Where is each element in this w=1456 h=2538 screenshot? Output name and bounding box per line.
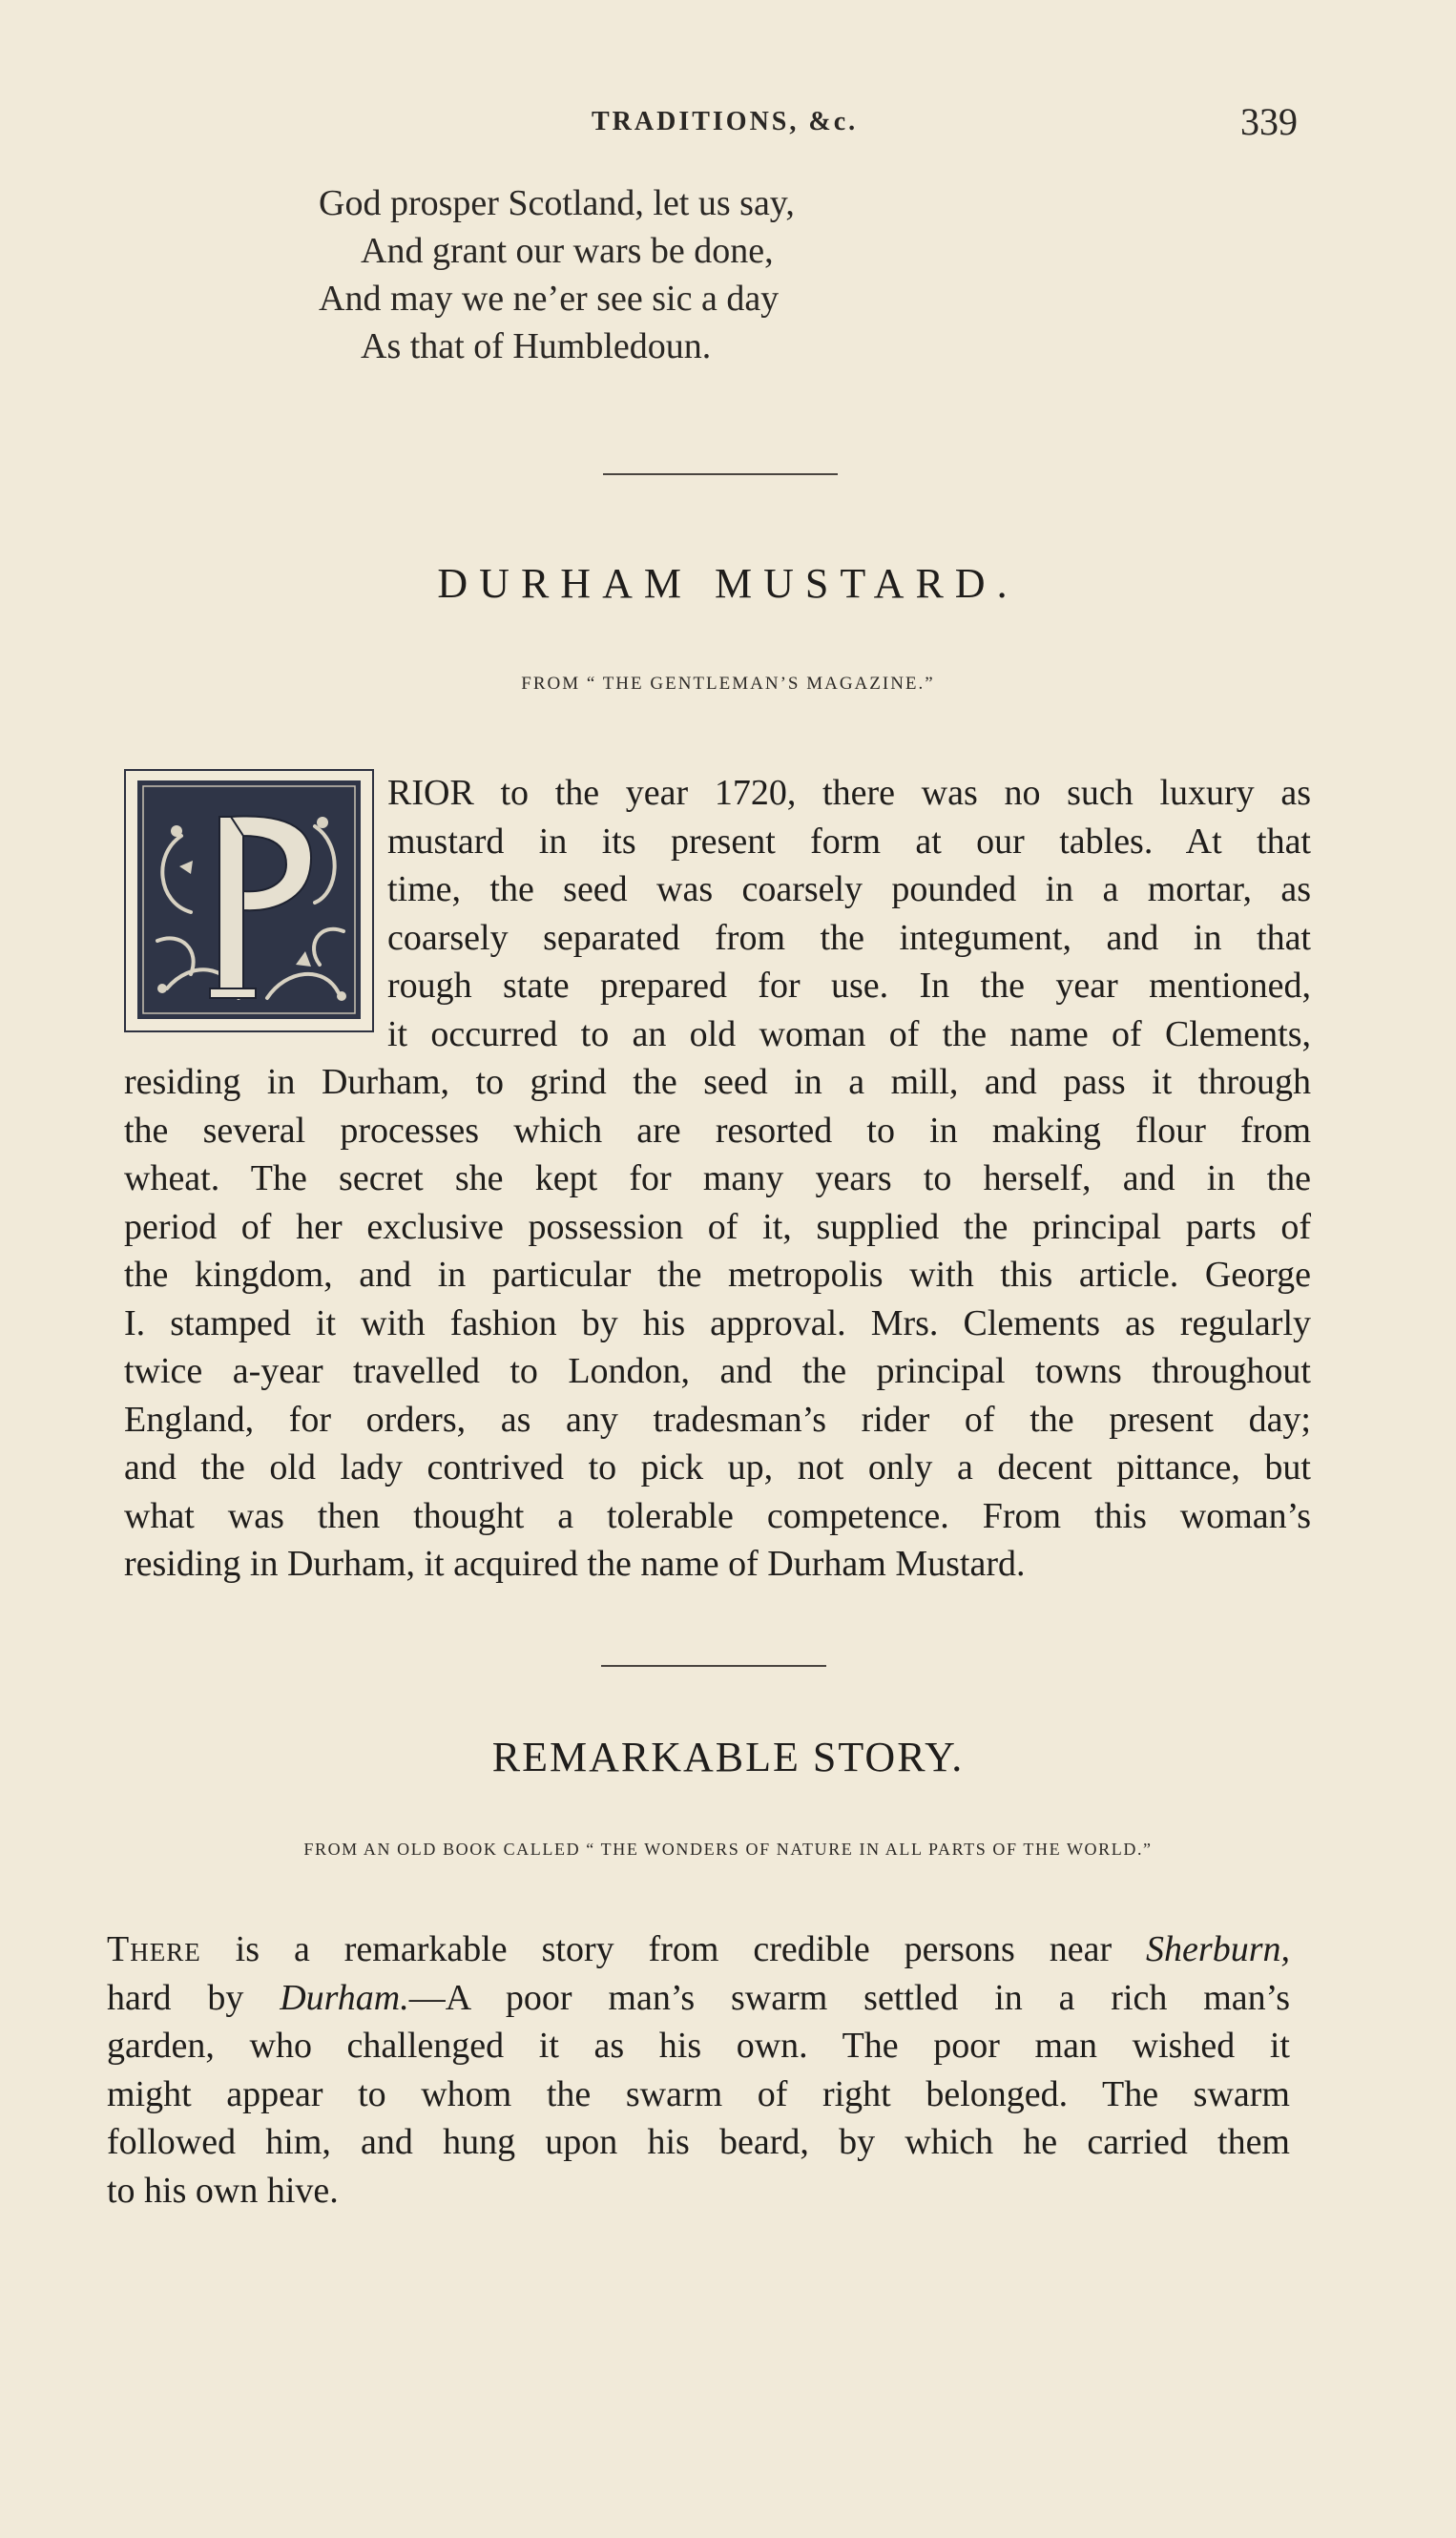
section-source: FROM “ THE GENTLEMAN’S MAGAZINE.”	[521, 674, 935, 694]
section-source: FROM AN OLD BOOK CALLED “ THE WONDERS OF NATURE IN ALL PARTS OF THE WORLD.”	[303, 1840, 1153, 1859]
verse-line: God prosper Scotland, let us say,	[319, 183, 795, 223]
verse-line: And may we ne’er see sic a day	[319, 279, 780, 319]
text-line	[107, 1925, 1290, 1974]
running-head	[0, 100, 1456, 155]
text-line: and the old lady contrived to pick up, not only a decent pittance, but	[124, 1447, 1311, 1487]
text-line: mustard in its present form at our tables. At that	[387, 821, 1311, 862]
place-name: Sherburn,	[1146, 1929, 1290, 1969]
text-line: might appear to whom the swarm of right belonged. The swarm	[107, 2073, 1290, 2114]
section-divider	[603, 473, 838, 475]
text-line: to his own hive.	[107, 2170, 339, 2211]
text-line: coarsely separated from the integument, and in that	[387, 917, 1311, 958]
text-line: followed him, and hung upon his beard, by which he carried them	[107, 2122, 1290, 2162]
verse-line: As that of Humbledoun.	[361, 326, 712, 366]
text-line: garden, who challenged it as his own. The poor man wished it	[107, 2026, 1290, 2066]
paragraph-remarkable-story	[107, 1925, 1290, 2215]
lead-word: There	[107, 1929, 201, 1969]
paragraph-indented	[387, 769, 1311, 1058]
section-title-remarkable-story: REMARKABLE STORY.	[491, 1734, 965, 1780]
text-line	[107, 1974, 1290, 2023]
text-line: England, for orders, as any tradesman’s rider of the present day;	[124, 1399, 1311, 1440]
section-divider	[601, 1665, 826, 1667]
text-run: is a remarkable story from credible persons near	[200, 1929, 1147, 1969]
section-title-durham-mustard: DURHAM MUSTARD.	[437, 560, 1019, 607]
ornamental-initial-p-icon	[124, 769, 374, 1032]
text-line: RIOR to the year 1720, there was no such luxury as	[387, 773, 1311, 813]
text-line: residing in Durham, to grind the seed in a mill, and pass it through	[124, 1062, 1311, 1102]
text-line: twice a-year travelled to London, and the principal towns throughout	[124, 1351, 1311, 1391]
paragraph-body	[124, 1058, 1311, 1589]
text-line: wheat. The secret she kept for many years to herself, and in the	[124, 1158, 1311, 1198]
text-line: the kingdom, and in particular the metropolis with this article. George	[124, 1255, 1311, 1295]
text-line: what was then thought a tolerable competence. From this woman’s	[124, 1495, 1311, 1536]
drop-cap-ornament	[124, 769, 374, 1032]
text-line: I. stamped it with fashion by his approval. Mrs. Clements as regularly	[124, 1302, 1311, 1343]
text-line: period of her exclusive possession of it, supplied the principal parts of	[124, 1206, 1311, 1247]
text-line: the several processes which are resorted to in making flour from	[124, 1110, 1311, 1151]
place-name: Durham.	[280, 1977, 409, 2018]
text-run: hard by	[107, 1977, 281, 2018]
text-line: it occurred to an old woman of the name of Clements,	[387, 1013, 1311, 1054]
running-head-title: TRADITIONS, &c.	[592, 107, 859, 136]
text-line: residing in Durham, it acquired the name of Durham Mustard.	[124, 1544, 1026, 1584]
page-number: 339	[1240, 100, 1298, 143]
text-line: time, the seed was coarsely pounded in a mortar, as	[387, 869, 1311, 909]
verse-line: And grant our wars be done,	[361, 231, 774, 271]
text-line: rough state prepared for use. In the year mentioned,	[387, 966, 1311, 1006]
text-run: —A poor man’s swarm settled in a rich man’s	[408, 1977, 1290, 2018]
